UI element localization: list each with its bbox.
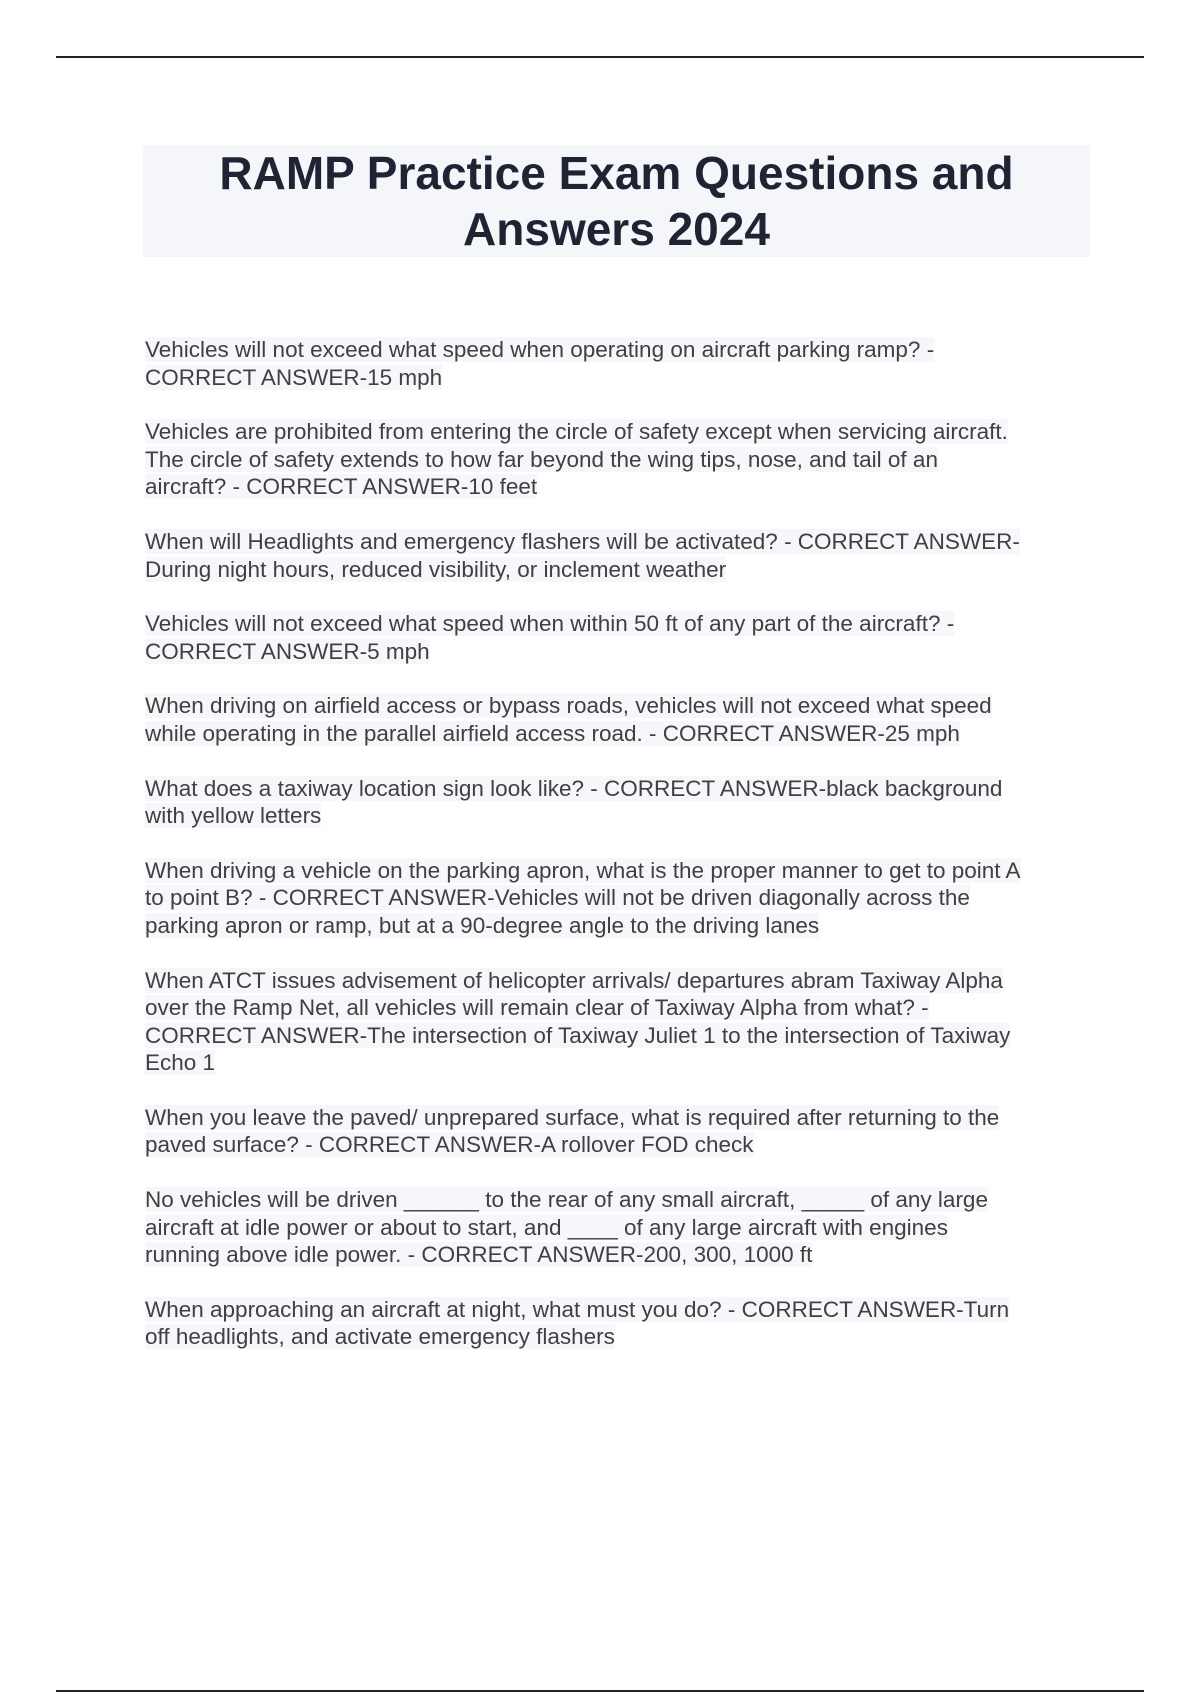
qa-text: No vehicles will be driven ______ to the rear of any small aircraft, _____ of any large aircraft at idle power or about to start, and ____ of any large aircraft with engines running above idle power. - CORRECT ANSWER-200, 300, 1000 ft [145, 1187, 988, 1268]
qa-list [145, 336, 1090, 1378]
title-banner [143, 145, 1090, 257]
page-title: RAMP Practice Exam Questions and Answers 2024 [219, 147, 1014, 255]
qa-item [145, 336, 1090, 391]
qa-text: When you leave the paved/ unprepared surface, what is required after returning to the paved surface? - CORRECT ANSWER-A rollover FOD check [145, 1104, 1000, 1158]
qa-item [145, 1186, 1090, 1269]
qa-text: When driving on airfield access or bypass roads, vehicles will not exceed what speed while operating in the parallel airfield access road. - CORRECT ANSWER-25 mph [145, 693, 992, 746]
bottom-rule [56, 1690, 1144, 1692]
qa-text: What does a taxiway location sign look like? - CORRECT ANSWER-black background with yellow letters [145, 775, 1003, 829]
qa-text: Vehicles will not exceed what speed when operating on aircraft parking ramp? - CORRECT ANSWER-15 mph [145, 337, 935, 390]
qa-item [145, 610, 1090, 665]
qa-item [145, 1104, 1090, 1159]
qa-item [145, 857, 1090, 940]
qa-text: When driving a vehicle on the parking apron, what is the proper manner to get to point A to point B? - CORRECT ANSWER-Vehicles will not be driven diagonally across the parking apron or ramp, but at a 90-degree angle to the driving lanes [145, 857, 1021, 938]
qa-item [145, 418, 1090, 501]
qa-text: Vehicles will not exceed what speed when within 50 ft of any part of the aircraft? - CORRECT ANSWER-5 mph [145, 611, 955, 664]
top-rule [56, 56, 1144, 58]
qa-text: When ATCT issues advisement of helicopter arrivals/ departures abram Taxiway Alpha over the Ramp Net, all vehicles will remain clear of Taxiway Alpha from what? - CORRECT ANSWER-The intersection of Taxiway Juliet 1 to the intersection of Taxiway Echo 1 [145, 967, 1011, 1076]
qa-item [145, 1296, 1090, 1351]
qa-text: When will Headlights and emergency flashers will be activated? - CORRECT ANSWER- During night hours, reduced visibility, or inclement weather [145, 528, 1020, 582]
qa-item [145, 528, 1090, 583]
qa-item [145, 775, 1090, 830]
qa-item [145, 692, 1090, 747]
qa-text: Vehicles are prohibited from entering the circle of safety except when servicing aircraft. The circle of safety extends to how far beyond the wing tips, nose, and tail of an aircraft? - CORRECT ANSWER-10 feet [145, 419, 1008, 500]
qa-text: When approaching an aircraft at night, what must you do? - CORRECT ANSWER-Turn off headlights, and activate emergency flashers [145, 1296, 1010, 1350]
qa-item [145, 967, 1090, 1077]
